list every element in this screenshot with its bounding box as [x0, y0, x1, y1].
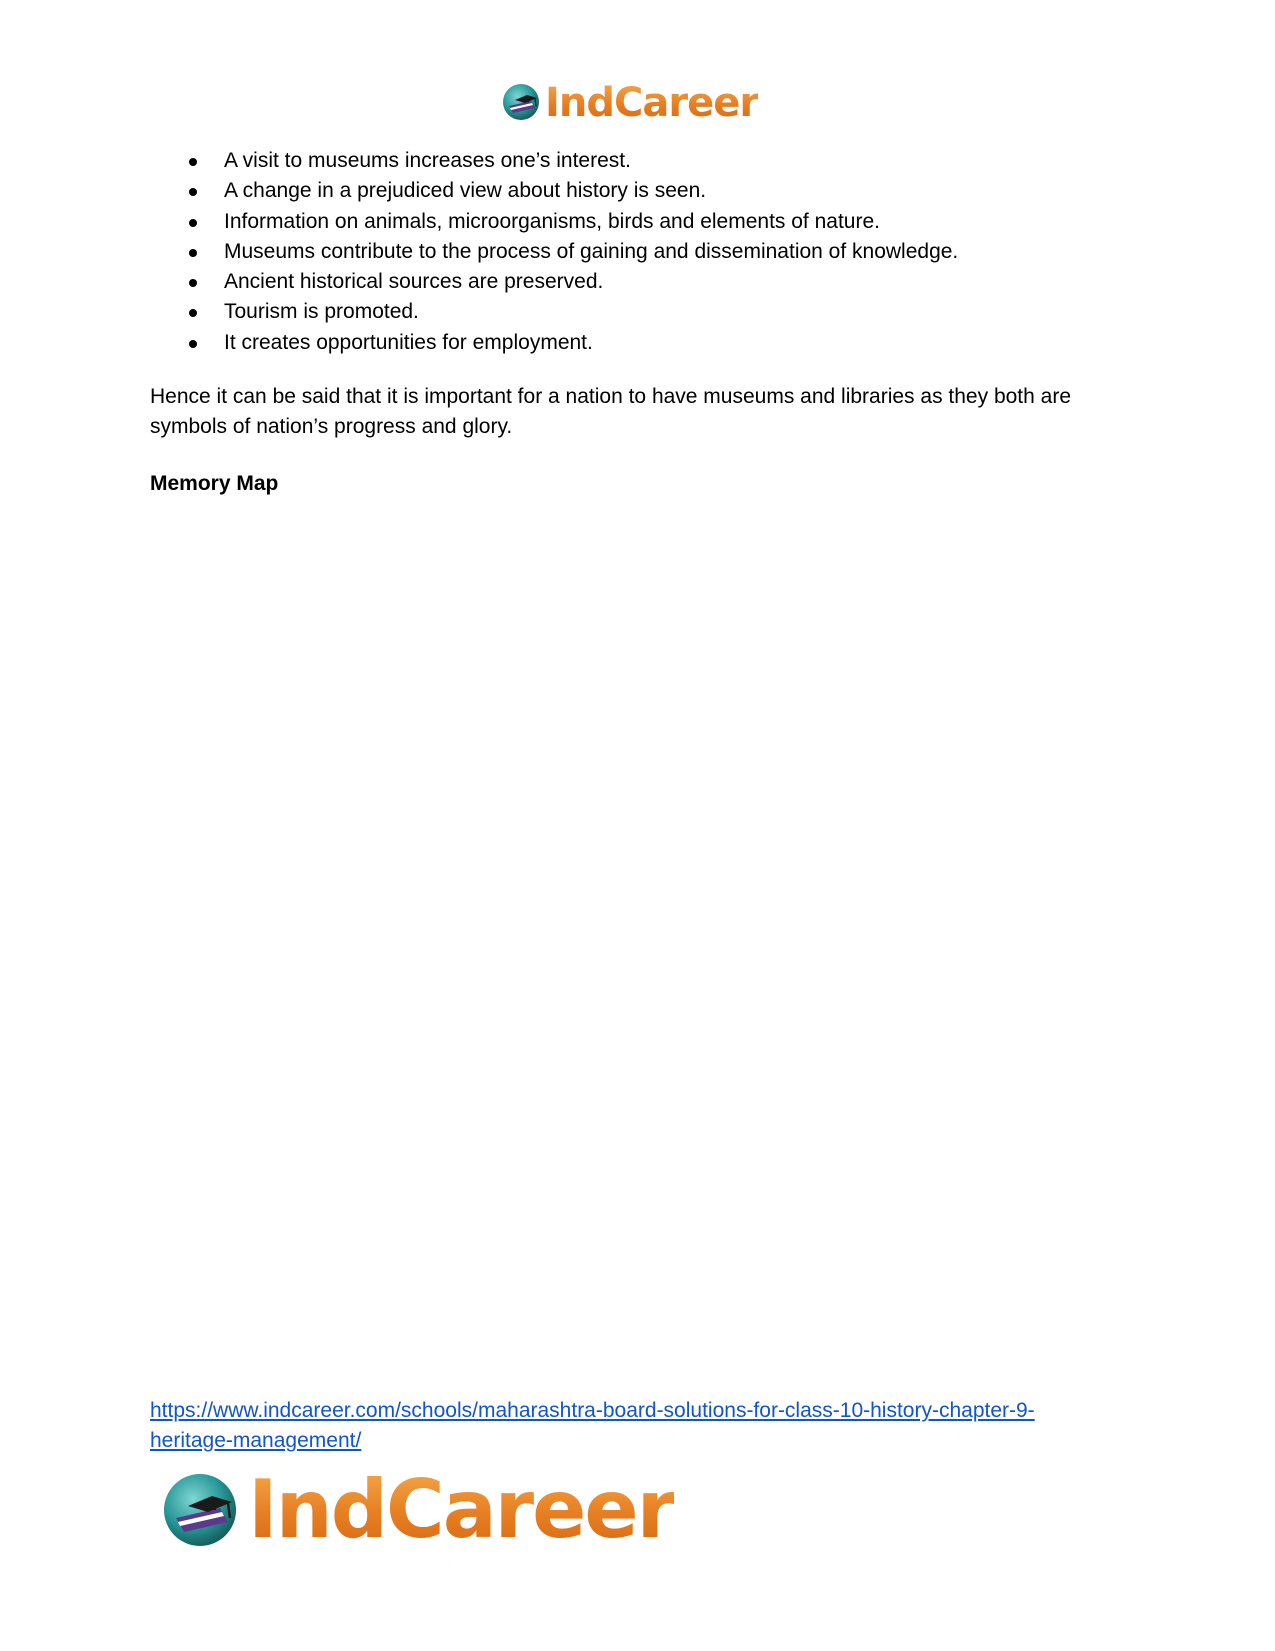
- bullet-icon: [189, 219, 197, 227]
- list-item: Information on animals, microorganisms, birds and elements of nature.: [150, 207, 1150, 237]
- bullet-icon: [189, 188, 197, 196]
- bullet-list: [150, 146, 1150, 358]
- list-item: Museums contribute to the process of gaining and dissemination of knowledge.: [150, 237, 1150, 267]
- list-item: A change in a prejudiced view about history is seen.: [150, 176, 1150, 206]
- list-item: It creates opportunities for employment.: [150, 328, 1150, 358]
- footer-logo: [160, 1465, 674, 1555]
- source-link[interactable]: [150, 1396, 1140, 1456]
- logo-wordmark: IndCareer: [248, 1463, 675, 1556]
- bullet-icon: [189, 340, 197, 348]
- list-item: A visit to museums increases one’s interest.: [150, 146, 1150, 176]
- link-line-1: https://www.indcareer.com/schools/maharashtra-board-solutions-for-class-10-history-chapter-9-: [150, 1399, 1035, 1422]
- list-item: Ancient historical sources are preserved.: [150, 267, 1150, 297]
- list-item: Tourism is promoted.: [150, 297, 1150, 327]
- section-heading: Memory Map: [150, 472, 279, 495]
- header-logo: [501, 80, 758, 126]
- graduation-cap-books-icon: [501, 80, 543, 127]
- conclusion-paragraph: Hence it can be said that it is important for a nation to have museums and libraries as they both are symbols of nation’s progress and glory.: [150, 385, 1071, 438]
- link-line-2: heritage-management/: [150, 1429, 362, 1452]
- bullet-icon: [189, 249, 197, 257]
- logo-wordmark: IndCareer: [545, 80, 759, 126]
- graduation-cap-books-icon: [160, 1466, 244, 1555]
- bullet-icon: [189, 309, 197, 317]
- bullet-icon: [189, 158, 197, 166]
- bullet-icon: [189, 279, 197, 287]
